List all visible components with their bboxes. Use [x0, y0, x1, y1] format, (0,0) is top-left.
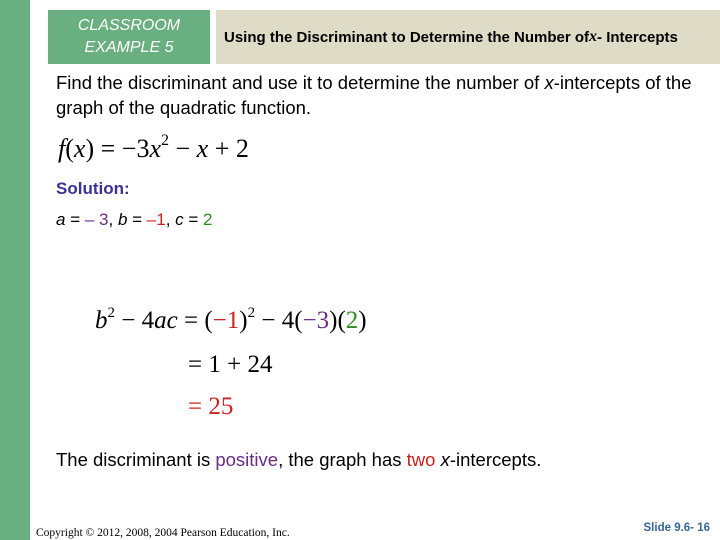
title-text-pre: Using the Discriminant to Determine the Number of [224, 28, 590, 46]
eq-minus4-open: − 4( [255, 307, 303, 334]
eq-b-value-exp: 2 [247, 305, 256, 321]
eq-a-value: −3 [302, 307, 330, 334]
func-x-linear: x [196, 134, 209, 163]
coeff-sep1: , [108, 210, 118, 229]
eq-b-value: −1 [212, 307, 240, 334]
eq-c-value: 2 [345, 307, 359, 334]
func-name: f [58, 134, 66, 163]
eq-ac: ac [154, 307, 178, 334]
eq-b-exp: 2 [107, 305, 115, 321]
coeff-sep2: , [165, 210, 176, 229]
conclusion-two: two [406, 449, 436, 470]
coeff-c-var: c [175, 210, 184, 229]
coeff-a-eq: = [65, 210, 85, 229]
title-text-post: - Intercepts [597, 28, 678, 46]
coeff-b-eq: = [127, 210, 147, 229]
eq-end-paren: ) [358, 307, 367, 334]
title-variable: x [589, 28, 598, 45]
coeff-b-value: –1 [146, 210, 166, 229]
eq-b: b [95, 307, 108, 334]
func-minus: − [168, 134, 197, 163]
conclusion [56, 449, 541, 471]
conclusion-pre: The discriminant is [56, 449, 216, 470]
conclusion-positive: positive [215, 449, 279, 470]
conclusion-post: -intercepts. [449, 449, 542, 470]
func-open: ( [65, 134, 74, 163]
discriminant-result: = 25 [188, 393, 234, 420]
coeff-b-var: b [117, 210, 128, 229]
func-exponent: 2 [160, 132, 169, 149]
left-accent-band [0, 0, 30, 540]
eq-mid-paren: )( [329, 307, 346, 334]
func-x-squared-base: x [149, 134, 161, 163]
problem-text-post: -intercepts of the graph of the quadratic function. [56, 72, 692, 118]
copyright-footer: Copyright © 2012, 2008, 2004 Pearson Education, Inc. [36, 527, 290, 539]
discriminant-equation-line1 [95, 305, 367, 335]
quadratic-function [58, 132, 249, 164]
example-label-line2: EXAMPLE 5 [84, 39, 174, 56]
problem-statement [56, 70, 706, 120]
coeff-c-eq: = [183, 210, 204, 229]
func-arg: x [73, 134, 86, 163]
eq-minus4: − 4 [115, 307, 155, 334]
discriminant-equation-line2: = 1 + 24 [188, 351, 273, 378]
eq-close-paren: ) [239, 307, 248, 334]
coefficients-line [56, 210, 213, 230]
func-close-eq: ) = −3 [85, 134, 150, 163]
problem-variable: x [544, 72, 554, 93]
example-label-line1: CLASSROOM [77, 17, 181, 34]
conclusion-variable: x [440, 449, 450, 470]
coeff-a-var: a [56, 210, 66, 229]
coeff-c-value: 2 [203, 210, 213, 229]
slide-title [216, 10, 720, 64]
example-label-box [48, 10, 210, 64]
eq-equals-open: = ( [177, 307, 213, 334]
conclusion-mid: , the graph has [278, 449, 407, 470]
slide-number: Slide 9.6- 16 [643, 522, 710, 534]
func-constant: + 2 [208, 134, 249, 163]
coeff-a-value: – 3 [84, 210, 109, 229]
problem-text-pre: Find the discriminant and use it to determine the number of [56, 72, 545, 93]
solution-label: Solution: [56, 179, 130, 198]
